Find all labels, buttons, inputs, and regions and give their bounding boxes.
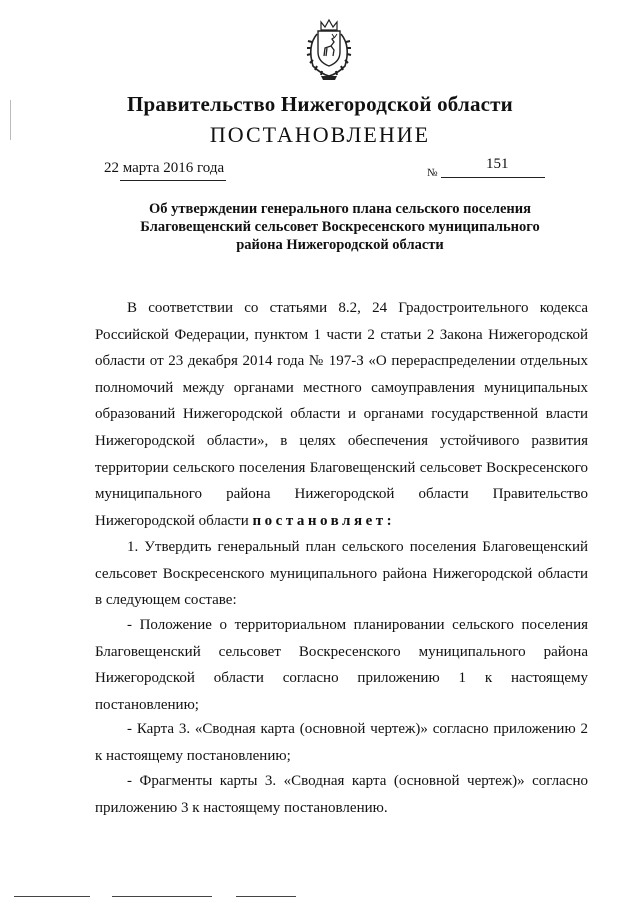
resolution-word: постановляет: [252, 512, 396, 529]
government-title: Правительство Нижегородской области [127, 92, 513, 116]
preamble-text: В соответствии со статьями 8.2, 24 Градостроительного кодекса Российской Федерации, пунктом 1 части 2 статьи 2 Закона Нижегородской области от 23 декабря 2014 года № 197-З «О перераспределении отдельных полномочий между органами местного самоуправления муниципальных образований Нижегородской области и органами государственной власти Нижегородской области», в целях обеспечения устойчивого развития территории сельского поселения Благовещенский сельсовет Воскресенского муниципального района Нижегородской области Правительство Нижегородской области [95, 300, 588, 529]
date-underline [120, 180, 226, 181]
preamble-paragraph [95, 295, 588, 534]
bottom-rule [112, 896, 212, 897]
number-underline [441, 177, 545, 178]
bottom-rule [236, 896, 296, 897]
item-1-paragraph: 1. Утвердить генеральный план сельского поселения Благовещенский сельсовет Воскресенского муниципального района Нижегородской области в следующем составе: [95, 539, 588, 609]
subject-line: Благовещенский сельсовет Воскресенского муниципального [140, 219, 540, 235]
subject-line: района Нижегородской области [236, 237, 444, 253]
document-date: 22 марта 2016 года [104, 160, 225, 176]
subject-line: Об утверждении генерального плана сельского поселения [149, 201, 531, 217]
item-regulation-paragraph: - Положение о территориальном планировании сельского поселения Благовещенский сельсовет Воскресенского муниципального района Нижегородской области согласно приложению 1 к настоящему постановлению; [95, 617, 588, 713]
item-map-fragments-paragraph: - Фрагменты карты 3. «Сводная карта (основной чертеж)» согласно приложению 3 к настоящему постановлению. [95, 773, 588, 816]
document-subject [120, 200, 560, 254]
nizhny-novgorod-coat-of-arms-icon [301, 18, 357, 82]
document-number: 151 [486, 156, 509, 172]
bottom-rule [14, 896, 90, 897]
item-map-paragraph: - Карта 3. «Сводная карта (основной чертеж)» согласно приложению 2 к настоящему постановлению; [95, 721, 588, 764]
number-label: № [427, 167, 438, 179]
document-type: ПОСТАНОВЛЕНИЕ [209, 122, 431, 147]
